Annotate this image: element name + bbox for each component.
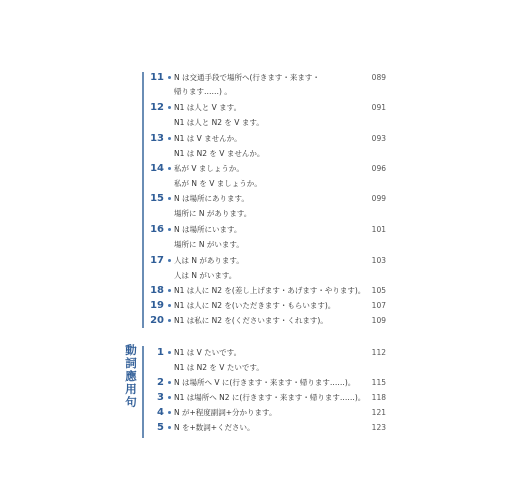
entry-text: N は場所にあります。: [174, 194, 249, 203]
page-number: 115: [371, 378, 386, 387]
bullet-icon: [168, 259, 171, 262]
entry-text-line-2: N1 は人と N2 を V ます。: [174, 118, 264, 127]
bullet-icon: [168, 411, 171, 414]
bullet-icon: [168, 319, 171, 322]
entry-number: 16: [150, 224, 164, 235]
entry-number: 18: [150, 285, 164, 296]
entry-text: N を+数詞+ください。: [174, 423, 255, 432]
entry-text: N は交通手段で場所へ(行きます・来ます・: [174, 73, 320, 82]
entry-number: 5: [157, 422, 164, 433]
page-number: 091: [371, 103, 386, 112]
page-number: 118: [371, 393, 386, 402]
page-number: 112: [371, 348, 386, 357]
entry-text: N1 は人に N2 を(差し上げます・あげます・やります)。: [174, 286, 366, 295]
bullet-icon: [168, 426, 171, 429]
entry-text-line-2: N1 は N2 を V ませんか。: [174, 149, 265, 158]
entry-number: 1: [157, 347, 164, 358]
entry-text: N1 は場所へ N2 に(行きます・来ます・帰ります……)。: [174, 393, 366, 402]
entry-text: N1 は V ませんか。: [174, 134, 242, 143]
page-number: 107: [371, 301, 386, 310]
entry-text: N は場所にいます。: [174, 225, 242, 234]
entry-number: 19: [150, 300, 164, 311]
entry-text-line-2: 人は N がいます。: [174, 271, 237, 280]
page-number: 093: [371, 134, 386, 143]
page-number: 121: [371, 408, 386, 417]
entry-text: N1 は私に N2 を(くださいます・くれます)。: [174, 316, 328, 325]
entry-text: N1 は V たいです。: [174, 348, 242, 357]
entry-number: 3: [157, 392, 164, 403]
page-number: 103: [371, 256, 386, 265]
entry-number: 15: [150, 193, 164, 204]
bullet-icon: [168, 197, 171, 200]
entry-number: 17: [150, 255, 164, 266]
bullet-icon: [168, 351, 171, 354]
page-number: 096: [371, 164, 386, 173]
entry-text: N1 は人と V ます。: [174, 103, 242, 112]
bullet-icon: [168, 76, 171, 79]
bullet-icon: [168, 289, 171, 292]
entry-number: 4: [157, 407, 164, 418]
entry-text: 私が V ましょうか。: [174, 164, 244, 173]
entry-number: 12: [150, 102, 164, 113]
bullet-icon: [168, 396, 171, 399]
page-number: 099: [371, 194, 386, 203]
entry-text: N が+程度副詞+分かります。: [174, 408, 277, 417]
entry-number: 14: [150, 163, 164, 174]
bullet-icon: [168, 167, 171, 170]
page-number: 109: [371, 316, 386, 325]
bullet-icon: [168, 137, 171, 140]
bullet-icon: [168, 381, 171, 384]
entry-number: 11: [150, 72, 164, 83]
entry-text-line-2: N1 は N2 を V たいです。: [174, 363, 264, 372]
page-number: 089: [371, 73, 386, 82]
bullet-icon: [168, 228, 171, 231]
page-number: 105: [371, 286, 386, 295]
entry-number: 2: [157, 377, 164, 388]
entry-text-line-2: 帰ります……) 。: [174, 87, 232, 96]
entry-number: 13: [150, 133, 164, 144]
entry-text-line-2: 場所に N があります。: [174, 209, 252, 218]
entry-text: N は場所へ V に(行きます・来ます・帰ります……)。: [174, 378, 356, 387]
page-number: 123: [371, 423, 386, 432]
entry-text: 人は N があります。: [174, 256, 244, 265]
bullet-icon: [168, 106, 171, 109]
entry-text-line-2: 私が N を V ましょうか。: [174, 179, 262, 188]
section-2-title: 動詞應用句: [125, 343, 137, 409]
bullet-icon: [168, 304, 171, 307]
page-number: 101: [371, 225, 386, 234]
entry-number: 20: [150, 315, 164, 326]
entry-text-line-2: 場所に N がいます。: [174, 240, 244, 249]
entry-text: N1 は人に N2 を(いただきます・もらいます)。: [174, 301, 336, 310]
